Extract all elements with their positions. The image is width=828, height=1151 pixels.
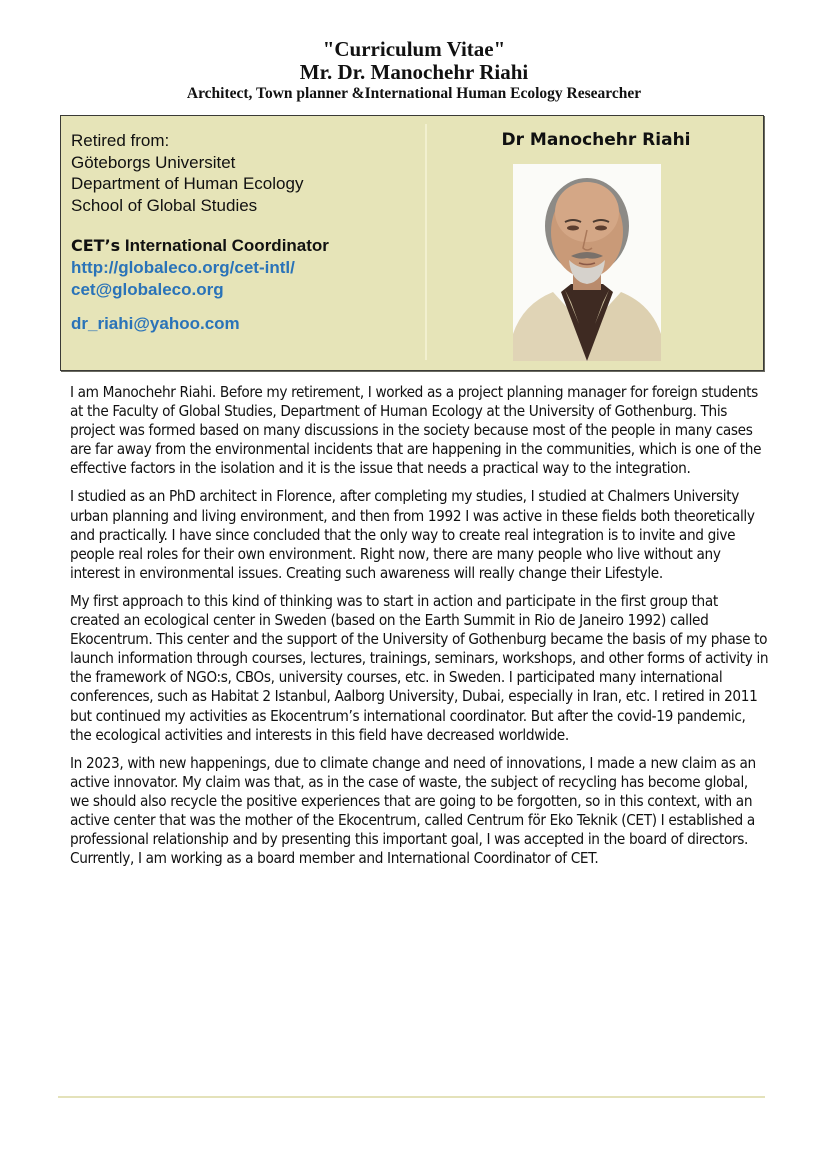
- portrait-photo: [513, 164, 661, 361]
- coordinator-title: [71, 235, 421, 257]
- profile-info-box: [60, 115, 764, 371]
- professional-subtitle: Architect, Town planner &International Human Ecology Researcher: [186, 85, 642, 102]
- affiliation-department: Department of Human Ecology: [71, 174, 304, 193]
- bio-paragraph-1: I am Manochehr Riahi. Before my retirement, I worked as a project planning manager for foreign students at the Faculty of Global Studies, Department of Human Ecology at the University of Gothenburg. This project was formed based on many discussions in the society because most of the people in many cases are far away from the environmental incidents that are happening in the communities, which is one of the effective factors in the isolation and it is the issue that needs a practical way to the integration.: [70, 383, 762, 478]
- footer-rule: [58, 1096, 765, 1098]
- document-header: [0, 38, 828, 104]
- affiliation-panel: [71, 130, 421, 335]
- person-name-heading: Mr. Dr. Manochehr Riahi: [299, 60, 529, 84]
- bio-paragraph-4: In 2023, with new happenings, due to climate change and need of innovations, I made a new claim as an active innovator. My claim was that, as in the case of waste, the subject of recycling has become global, we should also recycle the positive experiences that are going to be forgotten, so in this context, with an active center that was the mother of the Ekocentrum, called Centrum för Eko Teknik (CET) I established a professional relationship and by presenting this important goal, I was accepted in the board of directors. Currently, I am working as a board member and International Coordinator of CET.: [70, 753, 756, 868]
- personal-email-link[interactable]: dr_riahi@yahoo.com: [71, 314, 240, 333]
- biography-text: [70, 383, 770, 877]
- cet-website-link[interactable]: http://globaleco.org/cet-intl/: [71, 258, 295, 277]
- coordinator-role: International Coordinator: [120, 236, 329, 255]
- affiliation-school: School of Global Studies: [71, 195, 258, 215]
- bio-paragraph-2: I studied as an PhD architect in Florence, after completing my studies, I studied at Chalmers University urban planning and living environment, and then from 1992 I was active in these fields both theoretically and practically. I have since concluded that the only way to create real integration is to invite and give people real roles for their own environment. Right now, there are many people who live without any interest in environmental issues. Creating such awareness will really change their Lifestyle.: [70, 487, 755, 582]
- photo-panel: [431, 128, 761, 152]
- photo-caption: Dr Manochehr Riahi: [501, 130, 691, 150]
- retired-label: Retired from:: [71, 131, 170, 150]
- cet-email-link[interactable]: cet@globaleco.org: [71, 280, 224, 299]
- column-divider: [425, 124, 427, 360]
- affiliation-university: Göteborgs Universitet: [71, 152, 236, 172]
- document-title: "Curriculum Vitae": [322, 37, 506, 61]
- coordinator-prefix: CET’s: [71, 236, 121, 255]
- bio-paragraph-3: My first approach to this kind of thinking was to start in action and participate in the first group that created an ecological center in Sweden (based on the Earth Summit in Rio de Janeiro 1992) called Ekocentrum. This center and the support of the University of Gothenburg became the basis of my phase to launch information through courses, lectures, trainings, seminars, workshops, and other forms of activity in the framework of NGO:s, CBOs, university courses, etc. in Sweden. I participated many international conferences, such as Habitat 2 Istanbul, Aalborg University, Dubai, especially in Iran, etc. I retired in 2011 but continued my activities as Ekocentrum’s international coordinator. But after the covid-19 pandemic, the ecological activities and interests in this field have decreased worldwide.: [70, 591, 769, 744]
